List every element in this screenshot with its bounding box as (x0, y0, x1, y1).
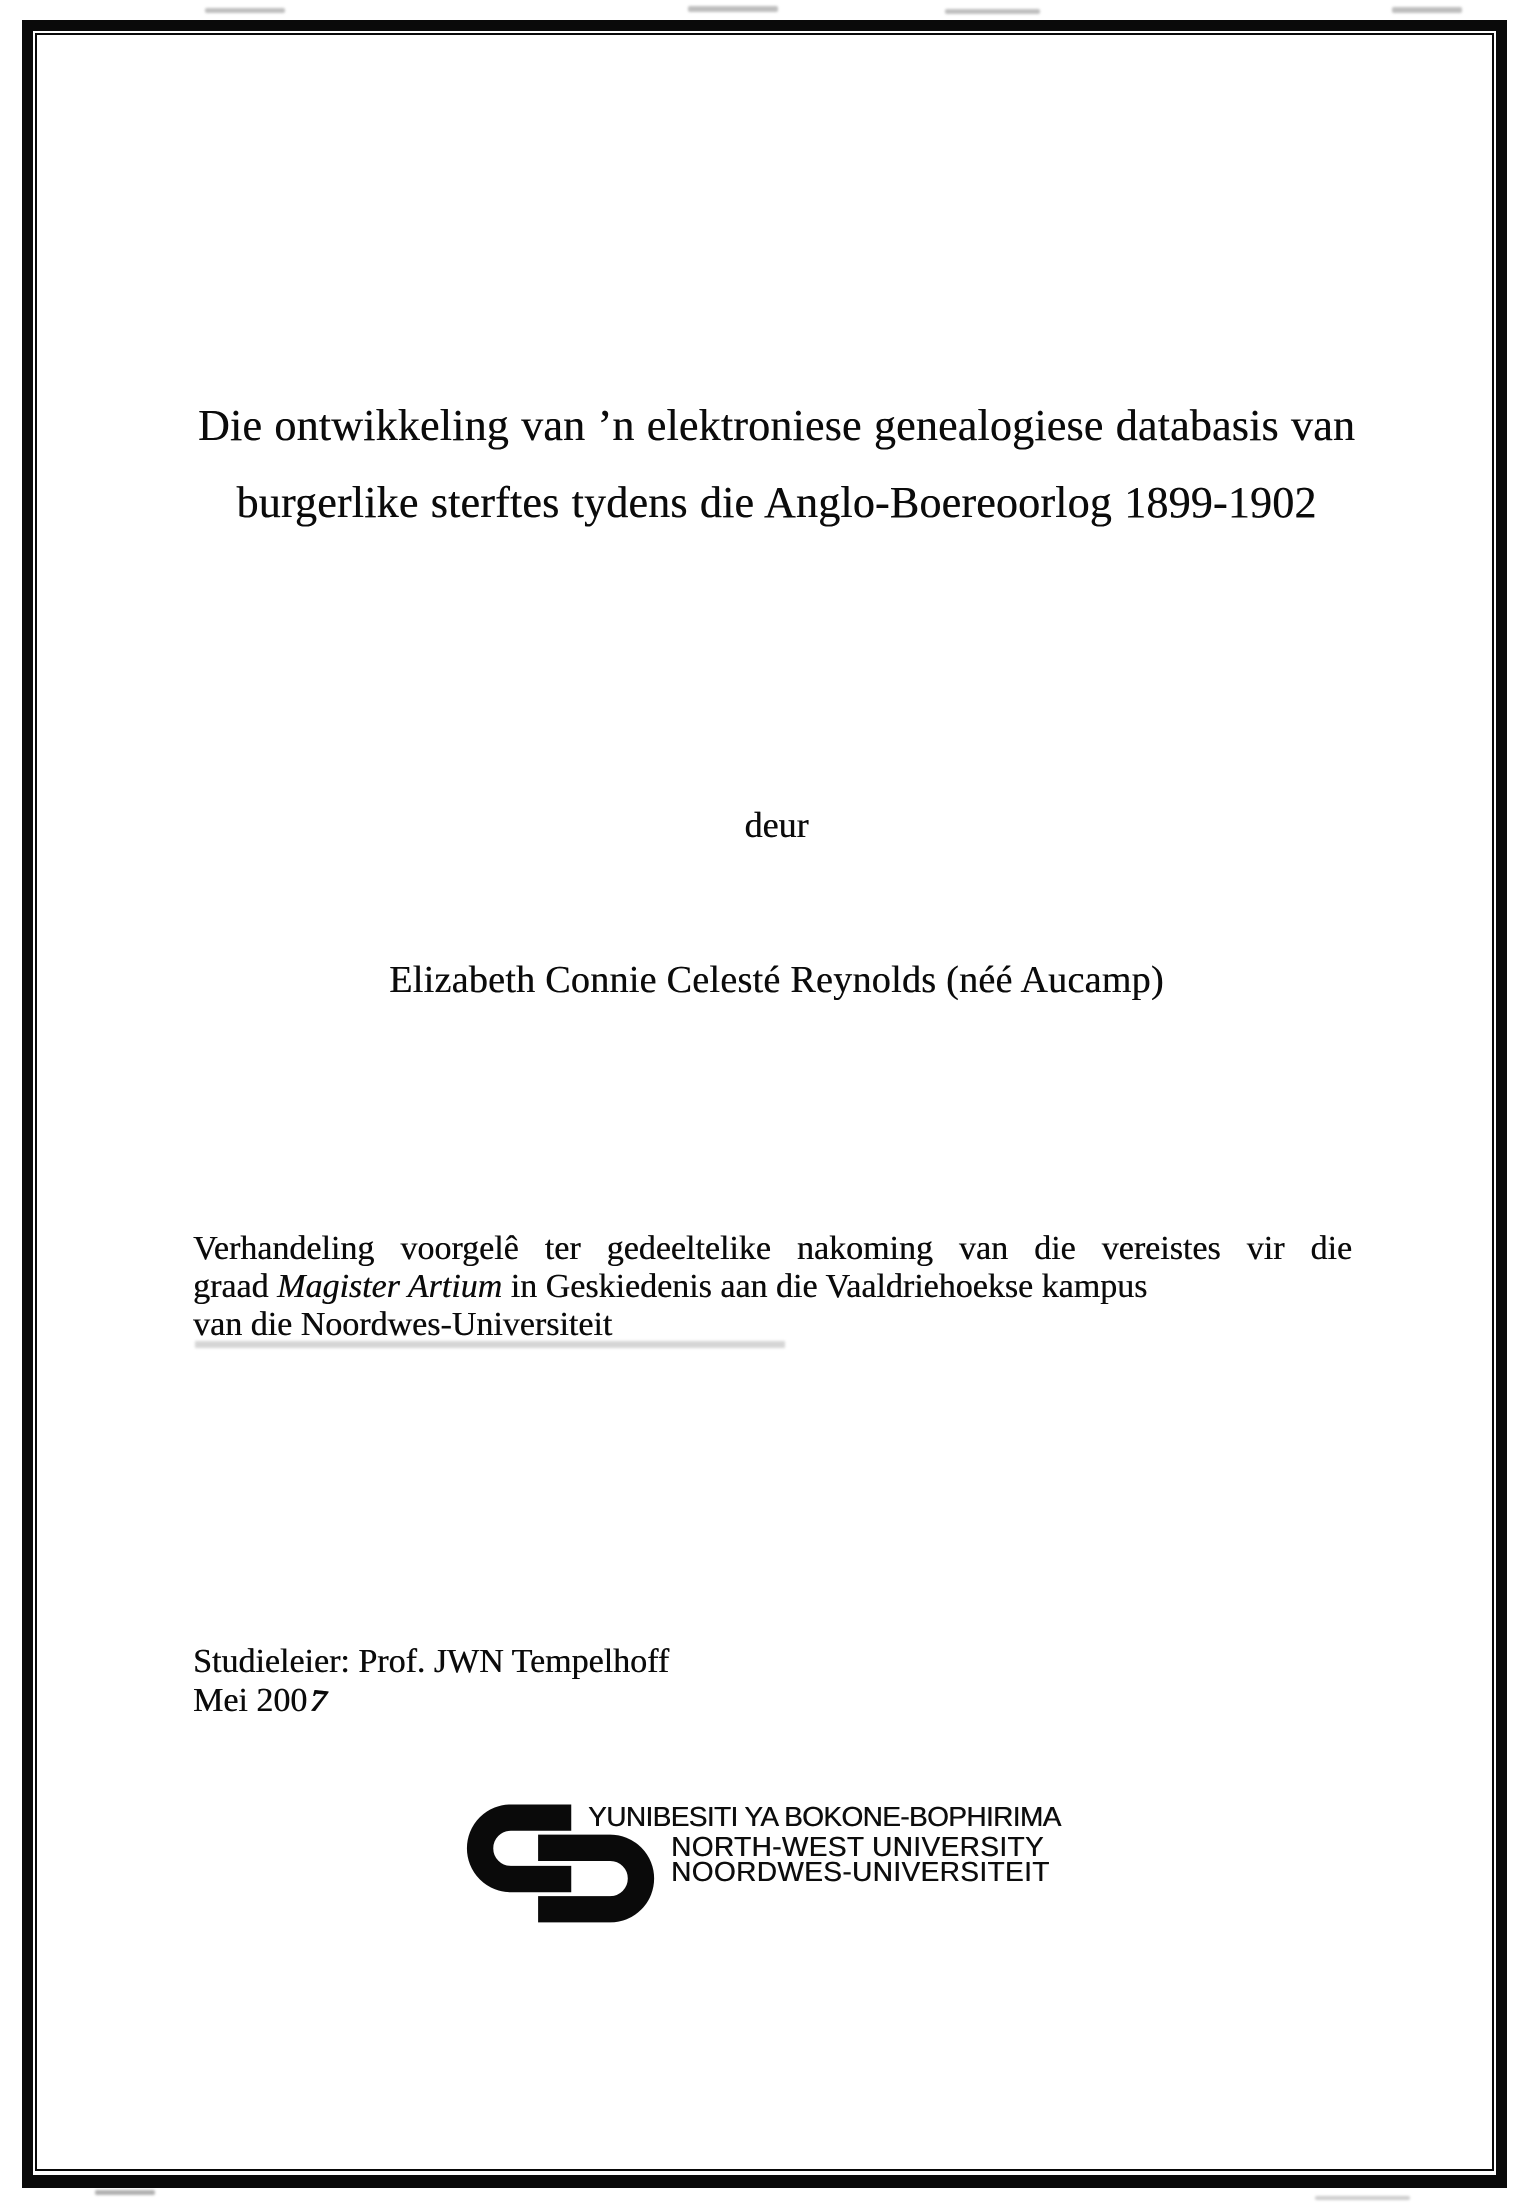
date-line (193, 1681, 669, 1720)
thesis-title-line2: burgerlike sterftes tydens die Anglo-Boereoorlog 1899-1902 (236, 478, 1317, 527)
byline: deur (744, 805, 809, 845)
author-name: Elizabeth Connie Celesté Reynolds (néé Aucamp) (389, 959, 1164, 1001)
statement-line3: van die Noordwes-Universiteit (193, 1306, 613, 1343)
logo-text-afrikaans: NOORDWES-UNIVERSITEIT (671, 1856, 1050, 1887)
thesis-statement (193, 1230, 1352, 1344)
supervisor-line: Studieleier: Prof. JWN Tempelhoff (193, 1643, 670, 1680)
scan-artifact (688, 6, 778, 12)
date-last-digit: 7 (305, 1683, 331, 1720)
scan-artifact (195, 1341, 785, 1348)
statement-line1: Verhandeling voorgelê ter gedeeltelike nakoming van die vereistes vir die (193, 1230, 1352, 1267)
supervisor-block (193, 1642, 669, 1720)
thesis-title (61, 387, 1492, 541)
scan-artifact (1315, 2196, 1410, 2200)
page-border-inner (35, 33, 1494, 2171)
scan-artifact (945, 9, 1040, 14)
scan-artifact (205, 8, 285, 13)
scan-artifact (1392, 7, 1462, 13)
logo-text-setswana: YUNIBESITI YA BOKONE-BOPHIRIMA (588, 1801, 1061, 1832)
date-prefix: Mei 200 (193, 1682, 308, 1719)
logo-text-english: NORTH-WEST UNIVERSITY (671, 1831, 1044, 1862)
page-border-outer (22, 20, 1507, 2188)
scan-artifact (95, 2190, 155, 2195)
degree-name: Magister Artium (277, 1268, 503, 1305)
thesis-title-line1: Die ontwikkeling van ’n elektroniese genealogiese databasis van (197, 401, 1356, 450)
statement-line2-post: in Geskiedenis aan die Vaaldriehoekse kampus (502, 1268, 1148, 1305)
statement-line2-pre: graad (193, 1268, 278, 1305)
statement-line2 (193, 1268, 1352, 1306)
